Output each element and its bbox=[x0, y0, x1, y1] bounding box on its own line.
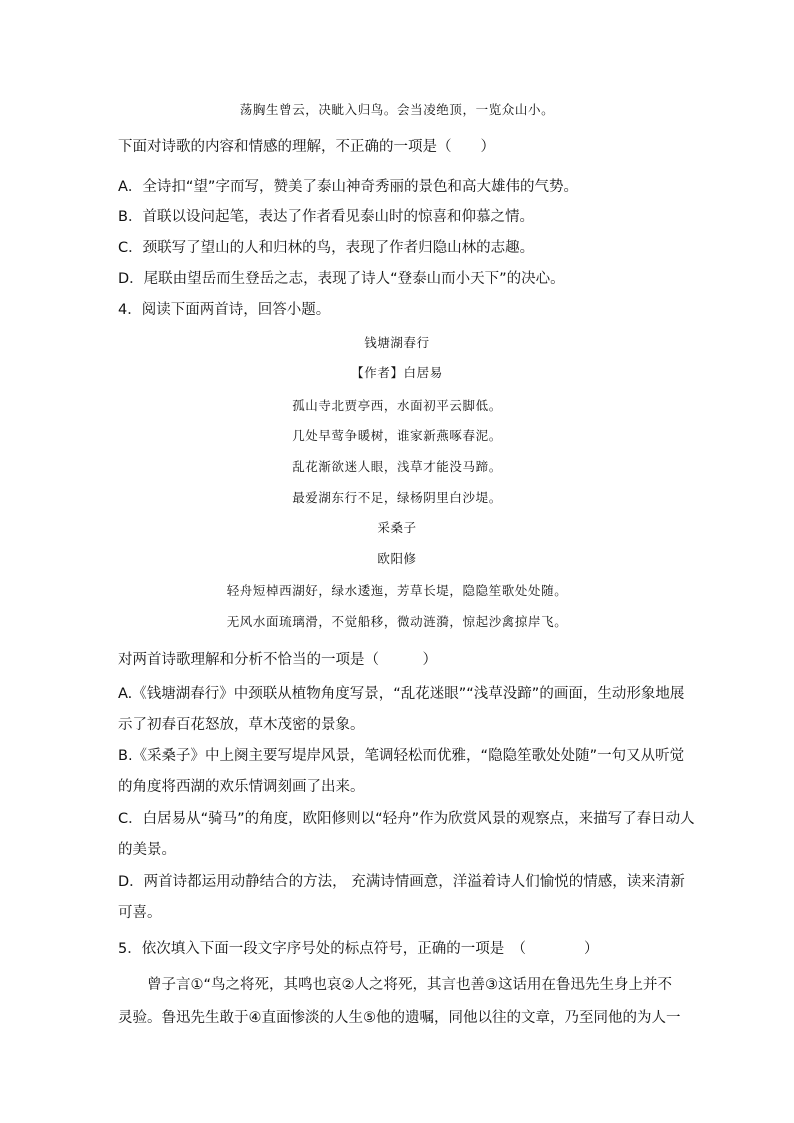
q4-option-a-line-1: A.《钱塘湖春行》中颈联从植物角度写景，“乱花迷眼”“浅草没蹄”的画面，生动形象地展 bbox=[118, 686, 685, 702]
q3-option-a: A．全诗扣“望”字而写，赞美了泰山神奇秀丽的景色和高大雄伟的气势。 bbox=[118, 179, 578, 195]
q4-option-d-line-1: D．两首诗都运用动静结合的方法， 充满诗情画意，洋溢着诗人们愉悦的情感，读来清新 bbox=[118, 874, 685, 890]
q4-option-d-line-2: 可喜。 bbox=[118, 905, 162, 921]
q4-option-b-line-1: B.《采桑子》中上阕主要写堤岸风景，笔调轻松而优雅，“隐隐笙歌处处随”一句又从听觉 bbox=[118, 748, 685, 764]
q4-option-c-line-2: 的美景。 bbox=[118, 842, 176, 858]
poem1-line-2: 几处早莺争暖树，谁家新燕啄春泥。 bbox=[292, 428, 502, 443]
q5-passage-line-2: 灵验。鲁迅先生敢于④直面惨淡的人生⑤他的遗嘱，同他以往的文章，乃至同他的为人一 bbox=[118, 1010, 681, 1026]
q3-stem: 下面对诗歌的内容和情感的理解，不正确的一项是（ ） bbox=[118, 139, 495, 155]
q3-option-b: B．首联以设问起笔，表达了作者看见泰山时的惊喜和仰慕之情。 bbox=[118, 209, 534, 225]
q4-option-b-line-2: 的角度将西湖的欢乐情调刻画了出来。 bbox=[118, 779, 365, 795]
poem-closing-line: 荡胸生曾云，决眦入归鸟。会当凌绝顶，一览众山小。 bbox=[239, 102, 555, 117]
poem1-line-1: 孤山寺北贾亭西，水面初平云脚低。 bbox=[292, 398, 502, 413]
poem1-author: 【作者】白居易 bbox=[351, 365, 443, 380]
poem1-line-4: 最爱湖东行不足，绿杨阴里白沙堤。 bbox=[292, 490, 502, 505]
q4-stem: 4．阅读下面两首诗，回答小题。 bbox=[118, 302, 331, 318]
q3-option-d: D．尾联由望岳而生登岳之志，表现了诗人“登泰山而小天下”的决心。 bbox=[118, 271, 565, 287]
poem2-line-1: 轻舟短棹西湖好，绿水逶迤，芳草长堤，隐隐笙歌处处随。 bbox=[226, 583, 568, 598]
q5-stem: 5．依次填入下面一段文字序号处的标点符号，正确的一项是 （ ） bbox=[118, 941, 599, 957]
poem1-title: 钱塘湖春行 bbox=[364, 335, 430, 350]
q5-passage-line-1: 曾子言①“鸟之将死，其鸣也哀②人之将死，其言也善③这话用在鲁迅先生身上并不 bbox=[147, 977, 673, 993]
poem2-line-2: 无风水面琉璃滑，不觉船移，微动涟漪，惊起沙禽掠岸飞。 bbox=[226, 614, 568, 629]
poem1-line-3: 乱花渐欲迷人眼，浅草才能没马蹄。 bbox=[292, 459, 502, 474]
q4-option-a-line-2: 示了初春百花怒放，草木茂密的景象。 bbox=[118, 717, 365, 733]
poem2-title: 采桑子 bbox=[377, 520, 417, 535]
poem2-author: 欧阳修 bbox=[377, 551, 417, 566]
q3-option-c: C．颈联写了望山的人和归林的鸟，表现了作者归隐山林的志趣。 bbox=[118, 240, 535, 256]
q4-option-c-line-1: C．白居易从“骑马”的角度，欧阳修则以“轻舟”作为欣赏风景的观察点，来描写了春日动人 bbox=[118, 811, 695, 827]
q4-question: 对两首诗歌理解和分析不恰当的一项是（ ） bbox=[118, 652, 437, 668]
